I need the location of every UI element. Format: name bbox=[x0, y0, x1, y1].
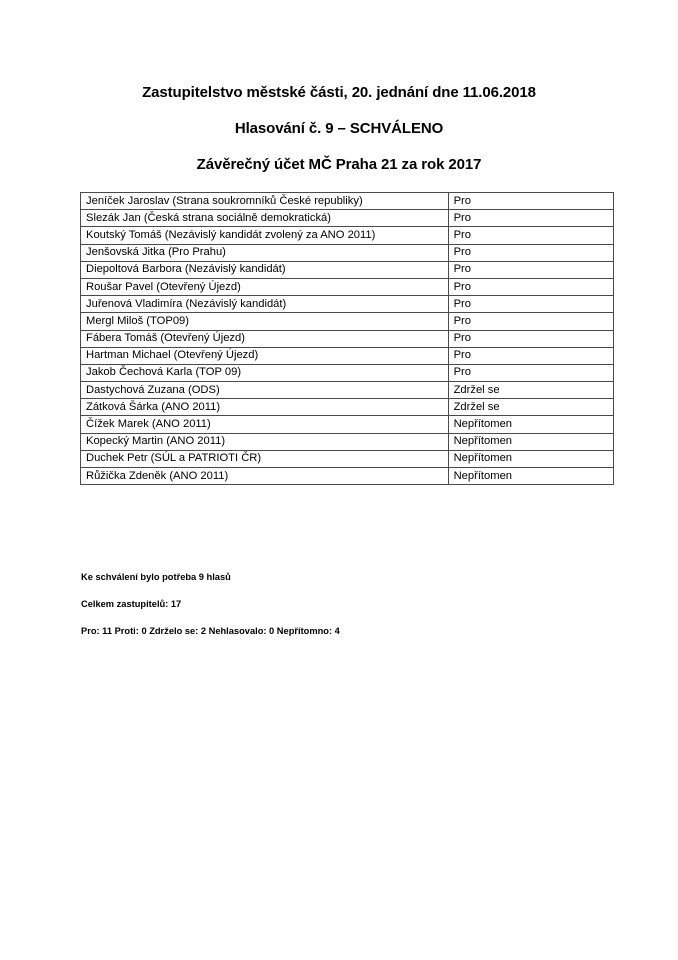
table-row bbox=[81, 416, 614, 433]
vote-cell: Pro bbox=[448, 278, 613, 295]
required-votes-text: Ke schválení bylo potřeba 9 hlasů bbox=[81, 572, 231, 582]
member-name-cell: Hartman Michael (Otevřený Újezd) bbox=[81, 347, 449, 364]
votes-table bbox=[80, 192, 614, 485]
vote-cell: Zdržel se bbox=[448, 399, 613, 416]
table-row bbox=[81, 433, 614, 450]
table-row bbox=[81, 450, 614, 467]
table-row bbox=[81, 399, 614, 416]
table-row bbox=[81, 364, 614, 381]
vote-cell: Pro bbox=[448, 244, 613, 261]
vote-cell: Pro bbox=[448, 364, 613, 381]
member-name-cell: Růžička Zdeněk (ANO 2011) bbox=[81, 468, 449, 485]
results-summary-text: Pro: 11 Proti: 0 Zdrželo se: 2 Nehlasovalo: 0 Nepřítomno: 4 bbox=[81, 626, 340, 636]
member-name-cell: Dastychová Zuzana (ODS) bbox=[81, 382, 449, 399]
vote-cell: Pro bbox=[448, 313, 613, 330]
table-row bbox=[81, 210, 614, 227]
vote-cell: Nepřítomen bbox=[448, 450, 613, 467]
member-name-cell: Slezák Jan (Česká strana sociálně demokratická) bbox=[81, 210, 449, 227]
member-name-cell: Roušar Pavel (Otevřený Újezd) bbox=[81, 278, 449, 295]
table-row bbox=[81, 296, 614, 313]
vote-cell: Pro bbox=[448, 296, 613, 313]
vote-cell: Pro bbox=[448, 347, 613, 364]
member-name-cell: Mergl Miloš (TOP09) bbox=[81, 313, 449, 330]
vote-cell: Zdržel se bbox=[448, 382, 613, 399]
table-row bbox=[81, 193, 614, 210]
table-row bbox=[81, 347, 614, 364]
table-row bbox=[81, 227, 614, 244]
member-name-cell: Jenšovská Jitka (Pro Prahu) bbox=[81, 244, 449, 261]
vote-cell: Pro bbox=[448, 193, 613, 210]
total-members-text: Celkem zastupitelů: 17 bbox=[81, 599, 182, 609]
member-name-cell: Kopecký Martin (ANO 2011) bbox=[81, 433, 449, 450]
member-name-cell: Fábera Tomáš (Otevřený Újezd) bbox=[81, 330, 449, 347]
vote-cell: Nepřítomen bbox=[448, 468, 613, 485]
vote-result-heading: Hlasování č. 9 – SCHVÁLENO bbox=[234, 120, 444, 137]
member-name-cell: Jeníček Jaroslav (Strana soukromníků České republiky) bbox=[81, 193, 449, 210]
table-row bbox=[81, 244, 614, 261]
member-name-cell: Jakob Čechová Karla (TOP 09) bbox=[81, 364, 449, 381]
vote-cell: Pro bbox=[448, 210, 613, 227]
document-title: Zastupitelstvo městské části, 20. jednání dne 11.06.2018 bbox=[142, 84, 536, 101]
member-name-cell: Duchek Petr (SÚL a PATRIOTI ČR) bbox=[81, 450, 449, 467]
vote-cell: Pro bbox=[448, 227, 613, 244]
vote-cell: Pro bbox=[448, 330, 613, 347]
table-row bbox=[81, 468, 614, 485]
member-name-cell: Juřenová Vladimíra (Nezávislý kandidát) bbox=[81, 296, 449, 313]
vote-cell: Pro bbox=[448, 261, 613, 278]
table-row bbox=[81, 261, 614, 278]
table-row bbox=[81, 313, 614, 330]
member-name-cell: Zátková Šárka (ANO 2011) bbox=[81, 399, 449, 416]
member-name-cell: Koutský Tomáš (Nezávislý kandidát zvolený za ANO 2011) bbox=[81, 227, 449, 244]
member-name-cell: Diepoltová Barbora (Nezávislý kandidát) bbox=[81, 261, 449, 278]
member-name-cell: Čížek Marek (ANO 2011) bbox=[81, 416, 449, 433]
vote-cell: Nepřítomen bbox=[448, 416, 613, 433]
vote-subject-heading: Závěrečný účet MČ Praha 21 za rok 2017 bbox=[196, 156, 482, 173]
table-row bbox=[81, 382, 614, 399]
vote-cell: Nepřítomen bbox=[448, 433, 613, 450]
table-row bbox=[81, 278, 614, 295]
table-row bbox=[81, 330, 614, 347]
